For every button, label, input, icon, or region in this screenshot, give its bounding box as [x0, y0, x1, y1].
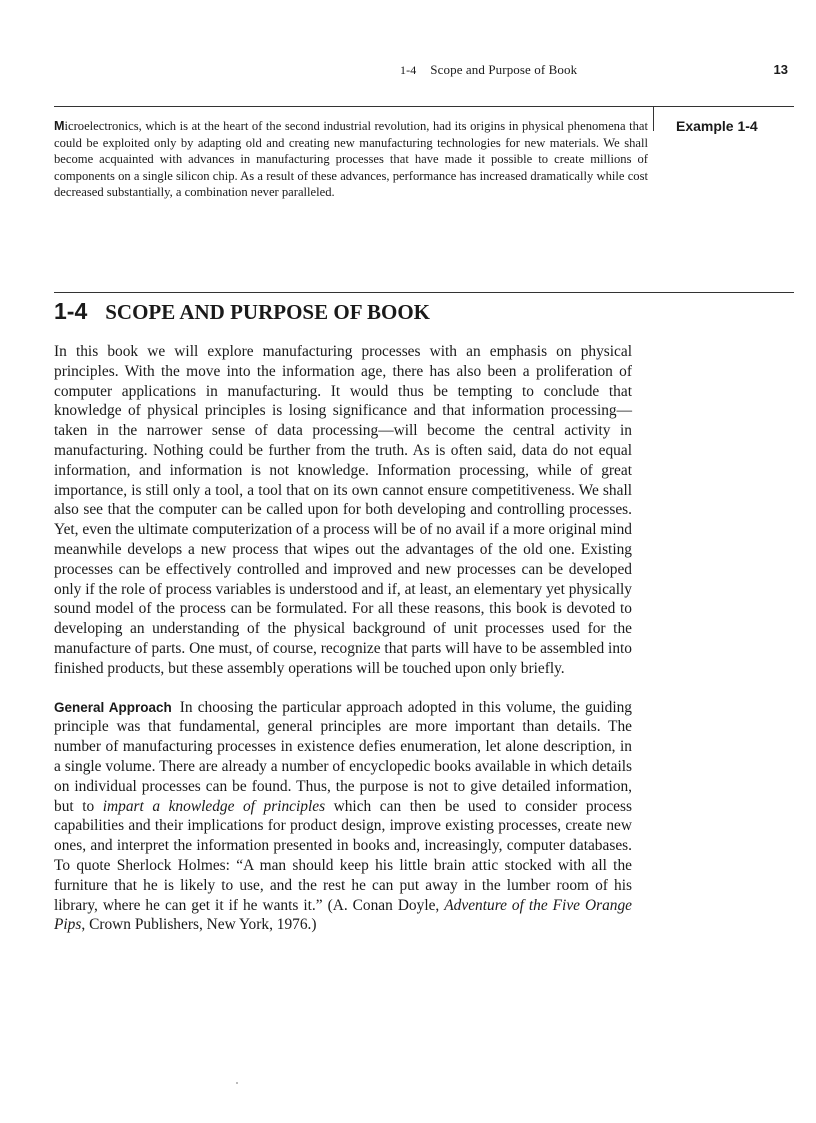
example-divider: [653, 107, 654, 131]
running-head-section: 1-4: [400, 63, 417, 77]
top-rule: [54, 106, 794, 107]
running-head-title: Scope and Purpose of Book: [430, 62, 578, 77]
section-heading: [54, 298, 430, 325]
section-number: 1-4: [54, 298, 88, 324]
example-lead-letter: M: [54, 119, 65, 133]
running-head: [400, 62, 577, 78]
paragraph-2: [54, 698, 632, 936]
example-text: [54, 118, 648, 201]
section-title: SCOPE AND PURPOSE OF BOOK: [105, 300, 431, 324]
example-label: Example 1-4: [676, 118, 758, 134]
paragraph-2-text-a: In choosing the particular approach adopted in this volume, the guiding principle was that fundamental, general principles are more important than details. The number of manufacturing processes in existence defies enumeration, let alone description, in a single volume. There are already a number of encyclopedic books available in which details on individual processes can be found. Thus, the purpose is not to give detailed information, but to: [54, 698, 633, 815]
citation-title: Adventure of the Five Orange Pips: [54, 896, 632, 934]
paragraph-2-text-b: which can then be used to consider process capabilities and their implications for product design, improve existing processes, create new ones, and interpret the information presented in books and, increasingly, computer databases. To quote Sherlock Holmes: “A man should keep his little brain attic stocked with all the furniture that he is likely to use, and the rest he can put away in the lumber room of his library, where he can get it if he wants it.” (A. Conan Doyle,: [54, 797, 632, 914]
example-body: icroelectronics, which is at the heart of the second industrial revolution, had its origins in physical phenomena that could be exploited only by adapting old and creating new manufacturing technologies for new materials. We shall become acquainted with advances in manufacturing processes that have made it possible to create millions of components on a single silicon chip. As a result of these advances, performance has increased dramatically while cost decreased substantially, a combination never paralleled.: [54, 119, 648, 199]
run-in-heading: General Approach: [54, 699, 172, 715]
section-rule: [54, 292, 794, 293]
scan-mark: [236, 1082, 238, 1084]
page-number: 13: [773, 62, 788, 77]
paragraph-2-text-c: , Crown Publishers, New York, 1976.): [81, 916, 317, 934]
paragraph-2-emphasis: impart a knowledge of principles: [102, 797, 326, 815]
section-body: [54, 342, 632, 935]
paragraph-1: In this book we will explore manufacturing processes with an emphasis on physical principles. With the move into the information age, there has also been a proliferation of computer applications in manufacturing. It would thus be tempting to conclude that knowledge of physical principles is losing significance and that information processing—taken in the narrower sense of data processing—will become the central activity in manufacturing. Nothing could be further from the truth. As is often said, data do not equal information, and information is not knowledge. Information processing, while of great importance, is still only a tool, a tool that on its own cannot ensure competitiveness. We shall also see that the computer can be called upon for both developing and controlling processes. Yet, even the ultimate computerization of a process will be of no avail if a more original mind meanwhile develops a new process that wipes out the advantages of the old one. Existing processes can be effectively controlled and improved and new processes can be developed only if the role of process variables is understood and if, at least, an elementary yet physically sound model of the process can be formulated. For all these reasons, this book is devoted to developing an understanding of the physical background of unit processes used for the manufacture of parts. One must, of course, recognize that parts will have to be assembled into finished products, but these assembly operations will be touched upon only briefly.: [54, 343, 632, 677]
